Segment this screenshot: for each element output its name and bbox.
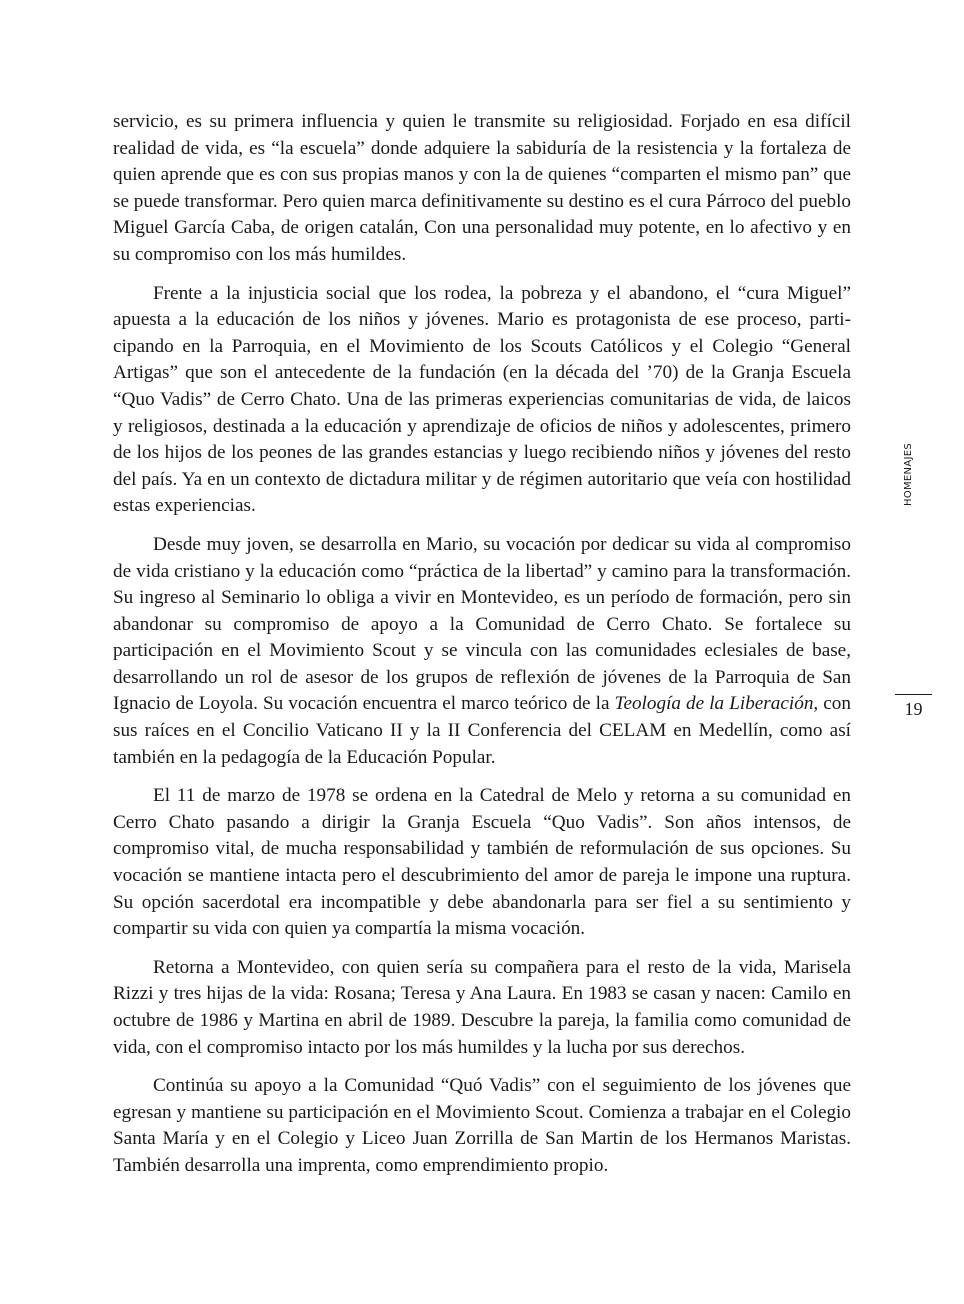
paragraph-3 bbox=[113, 532, 851, 771]
section-label: HOMENAJES bbox=[903, 443, 914, 507]
paragraph-1-text: servicio, es su primera influencia y quien le transmite su religiosidad. Forjado en esa difícil realidad de vida, es “la escuela” donde adquiere la sabiduría de la resistencia y la fortaleza de quien aprende que es con sus propias manos y con la de quienes “comparten el mismo pan” que se puede transformar. Pero quien marca definitivamente su destino es el cura Párroco del pueblo Miguel García Caba, de origen catalán, Con una personalidad muy potente, en lo afectivo y en su compromiso con los más humildes. bbox=[113, 111, 851, 265]
paragraph-1 bbox=[113, 109, 851, 269]
paragraph-5 bbox=[113, 955, 851, 1061]
folio-rule bbox=[895, 694, 932, 695]
paragraph-6 bbox=[113, 1073, 851, 1179]
paragraph-4 bbox=[113, 783, 851, 943]
paragraph-3-text-end: , con sus raíces en el Concilio Vaticano II y la II Conferencia del CELAM en Medellín, como así también en la pedagogía de la Educación Popular. bbox=[113, 693, 851, 768]
page-number: 19 bbox=[904, 699, 923, 719]
paragraph-3-book-title: Teología de la Liberación bbox=[614, 693, 814, 715]
paragraph-5-text: Retorna a Montevideo, con quien sería su compañera para el resto de la vida, Marisela Rizzi y tres hijas de la vida: Rosana; Teresa y Ana Laura. En 1983 se casan y nacen: Camilo en octubre de 1986 y Martina en abril de 1989. Descubre la pareja, la familia como comunidad de vida, con el compromiso intacto por los más humildes y la lucha por sus derechos. bbox=[113, 956, 851, 1058]
paragraph-4-text: El 11 de marzo de 1978 se ordena en la Catedral de Melo y retorna a su comunidad en Cerro Chato pasando a dirigir la Granja Escuela “Quo Vadis”. Son años intensos, de compromiso vital, de mucha responsabilidad y también de reformulación de sus opciones. Su vocación se mantiene intacta pero el descubrimiento del amor de pareja le impone una ruptura. Su opción sacerdotal era incompatible y debe abandonarla para ser fiel a su sentimiento y compartir su vida con quien ya compartía la misma vocación. bbox=[113, 785, 851, 940]
body-text bbox=[113, 109, 851, 1180]
paragraph-2-text: Frente a la injusticia social que los rodea, la pobreza y el abandono, el “cura Miguel” apuesta a la educación de los niños y jóvenes. Mario es protagonista de ese proceso, participando en la Parroquia, en el Movimiento de los Scouts Católicos y el Colegio “General Artigas” que son el antecedente de la fundación (en la década del ’70) de la Granja Escuela “Quo Vadis” de Cerro Chato. Una de las primeras experiencias comunitarias de vida, de laicos y religiosos, destinada a la educación y aprendizaje de oficios de niños y adolescentes, primero de los hijos de los peones de las grandes estancias y luego recibiendo niños y jóvenes del resto del país. Ya en un contexto de dictadura militar y de régimen autoritario que veía con hostilidad estas experiencias. bbox=[113, 282, 851, 517]
paragraph-6-text: Continúa su apoyo a la Comunidad “Quó Vadis” con el seguimiento de los jóvenes que egresan y mantiene su participación en el Movimiento Scout. Comienza a trabajar en el Colegio Santa María y en el Colegio y Liceo Juan Zorrilla de San Martin de los Hermanos Maristas. También desarrolla una imprenta, como emprendimiento propio. bbox=[113, 1075, 851, 1176]
paragraph-3-text-start: Desde muy joven, se desarrolla en Mario, su vocación por dedicar su vida al compromiso de vida cristiano y la educación como “práctica de la libertad” y camino para la transformación. Su ingreso al Seminario lo obliga a vivir en Montevideo, es un período de formación, pero sin abandonar su compromiso de apoyo a la Comunidad de Cerro Chato. Se fortalece su participación en el Movimiento Scout y se vincula con las comunidades eclesiales de base, desarrollando un rol de asesor de los grupos de reflexión de jóvenes de la Parroquia de San Ignacio de Loyola. Su vocación encuentra el marco teórico de la bbox=[113, 533, 851, 715]
paragraph-2 bbox=[113, 281, 851, 520]
